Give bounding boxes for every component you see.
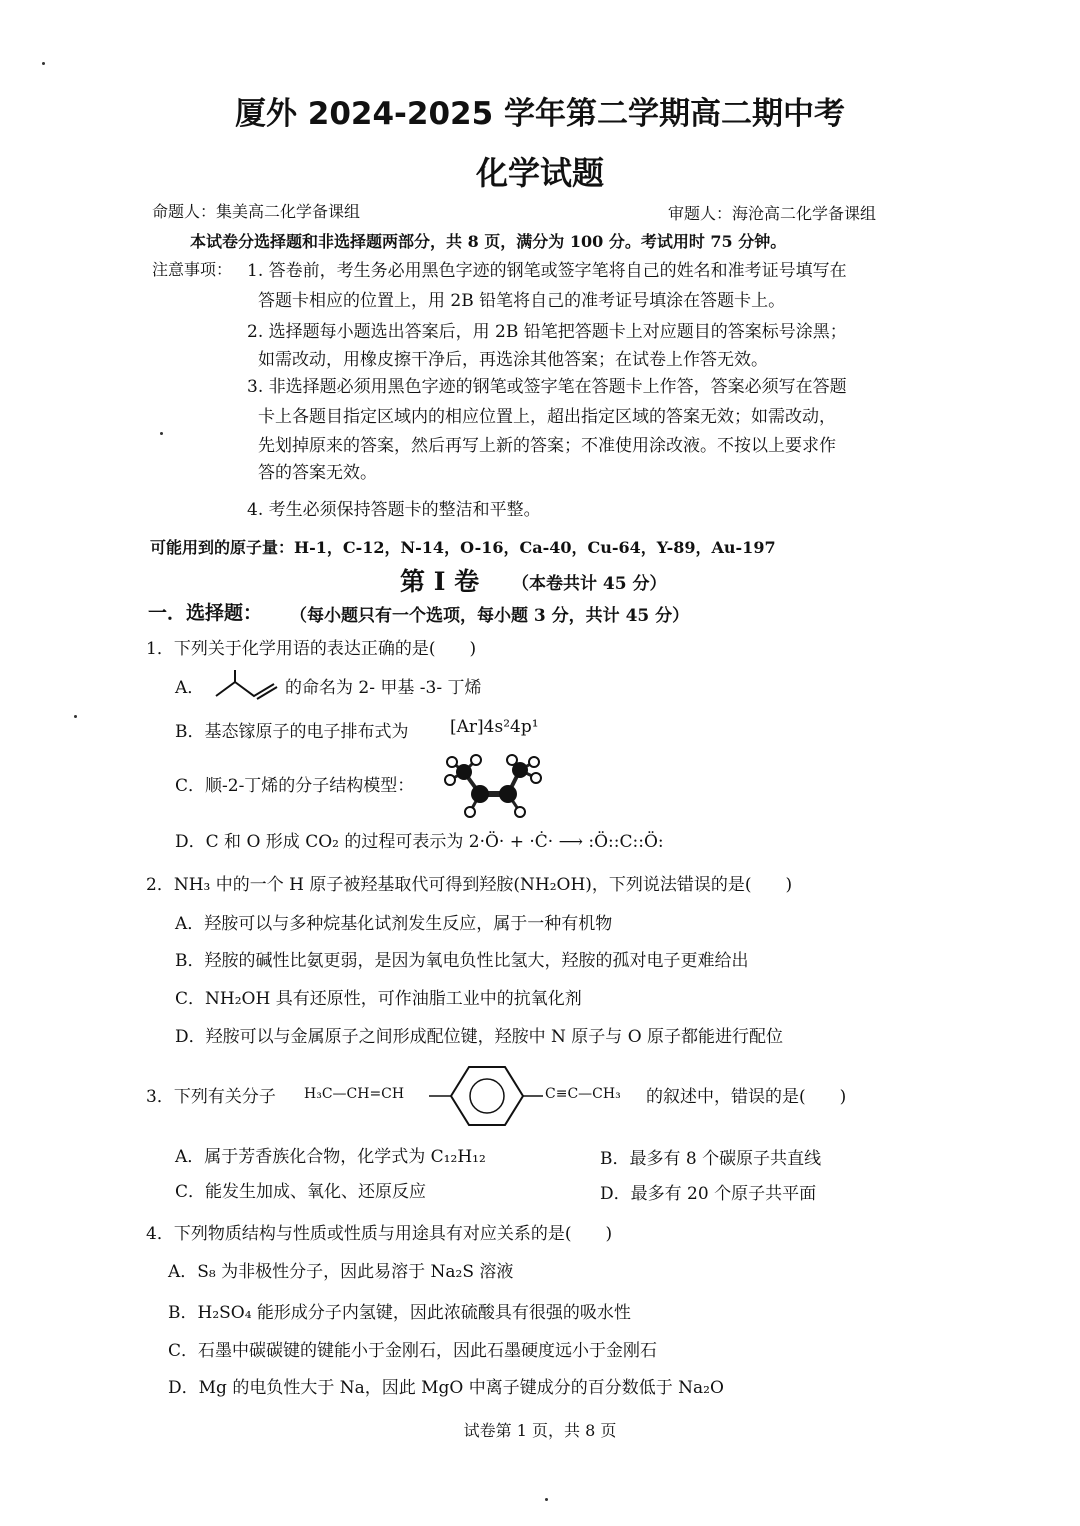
question-1-stem: 1．下列关于化学用语的表达正确的是( ) bbox=[146, 639, 477, 659]
q3-option: B．最多有 8 个碳原子共直线 bbox=[600, 1149, 822, 1169]
note-line: 答题卡相应的位置上，用 2B 铅笔将自己的准考证号填涂在答题卡上。 bbox=[258, 291, 786, 311]
note-line: 1. 答卷前，考生务必用黑色字迹的钢笔或签字笔将自己的姓名和准考证号填写在 bbox=[247, 261, 847, 281]
q3-option: A．属于芳香族化合物，化学式为 C₁₂H₁₂ bbox=[175, 1147, 486, 1167]
part-note: （本卷共计 45 分） bbox=[512, 574, 667, 594]
page-footer: 试卷第 1 页，共 8 页 bbox=[463, 1421, 617, 1440]
exam-summary: 本试卷分选择题和非选择题两部分，共 8 页，满分为 100 分。考试用时 75 分钟。 bbox=[190, 232, 787, 251]
question-4-stem: 4．下列物质结构与性质或性质与用途具有对应关系的是( ) bbox=[146, 1224, 613, 1244]
note-line: 4. 考生必须保持答题卡的整洁和平整。 bbox=[247, 500, 541, 520]
note-line: 3. 非选择题必须用黑色字迹的钢笔或签字笔在答题卡上作答，答案必须写在答题 bbox=[247, 377, 847, 397]
author-label: 命题人：集美高二化学备课组 bbox=[152, 202, 361, 221]
scan-speck bbox=[160, 432, 163, 435]
scan-speck bbox=[74, 715, 77, 718]
q1-option-c-text: C．顺-2-丁烯的分子结构模型： bbox=[175, 776, 415, 796]
note-line: 卡上各题目指定区域内的相应位置上，超出指定区域的答案无效；如需改动， bbox=[258, 407, 836, 427]
q3-option: C．能发生加成、氧化、还原反应 bbox=[175, 1182, 427, 1202]
q2-option: D．羟胺可以与金属原子之间形成配位键，羟胺中 N 原子与 O 原子都能进行配位 bbox=[175, 1027, 784, 1047]
q1-option-b-formula: [Ar]4s²4p¹ bbox=[450, 717, 539, 737]
scan-speck bbox=[42, 62, 45, 65]
section-title: 一．选择题： bbox=[148, 602, 263, 624]
q3-molecule-left: H₃C—CH=CH bbox=[304, 1086, 405, 1102]
note-line: 先划掉原来的答案，然后再写上新的答案；不准使用涂改液。不按以上要求作 bbox=[258, 436, 836, 456]
q1-option-a-prefix: A． bbox=[175, 678, 205, 698]
q1-option-a-text: 的命名为 2- 甲基 -3- 丁烯 bbox=[285, 678, 482, 698]
q1-option-b-text: B．基态镓原子的电子排布式为 bbox=[175, 722, 409, 742]
atomic-masses: 可能用到的原子量：H-1，C-12，N-14，O-16，Ca-40，Cu-64，Y-89，Au-197 bbox=[150, 538, 776, 557]
notes-label: 注意事项： bbox=[152, 260, 233, 279]
benzene-ring-icon bbox=[427, 1061, 547, 1131]
q3-molecule-right: C≡C—CH₃ bbox=[545, 1086, 621, 1102]
q4-option: B．H₂SO₄ 能形成分子内氢键，因此浓硫酸具有很强的吸水性 bbox=[168, 1303, 631, 1323]
question-2-stem: 2．NH₃ 中的一个 H 原子被羟基取代可得到羟胺(NH₂OH)，下列说法错误的是( ) bbox=[146, 875, 793, 895]
q4-option: C．石墨中碳碳键的键能小于金刚石，因此石墨硬度远小于金刚石 bbox=[168, 1341, 658, 1361]
note-line: 答的答案无效。 bbox=[258, 463, 377, 483]
ball-stick-model-icon bbox=[440, 752, 550, 820]
scan-speck bbox=[545, 1498, 548, 1501]
q2-option: A．羟胺可以与多种烷基化试剂发生反应，属于一种有机物 bbox=[175, 914, 613, 934]
section-note: （每小题只有一个选项，每小题 3 分，共计 45 分） bbox=[290, 606, 690, 626]
q4-option: D．Mg 的电负性大于 Na，因此 MgO 中离子键成分的百分数低于 Na₂O bbox=[168, 1378, 724, 1398]
q4-option: A．S₈ 为非极性分子，因此易溶于 Na₂S 溶液 bbox=[168, 1262, 514, 1282]
question-3-stem-prefix: 3．下列有关分子 bbox=[146, 1087, 276, 1107]
q1-option-d-text: D．C 和 O 形成 CO₂ 的过程可表示为 2·Ö· + ·Ċ· ⟶ :Ö::C::Ö: bbox=[175, 832, 664, 852]
note-line: 2. 选择题每小题选出答案后，用 2B 铅笔把答题卡上对应题目的答案标号涂黑； bbox=[247, 322, 847, 342]
exam-title: 厦外 2024-2025 学年第二学期高二期中考 bbox=[234, 96, 845, 132]
q3-option: D．最多有 20 个原子共平面 bbox=[600, 1184, 817, 1204]
skeletal-formula-icon bbox=[214, 668, 284, 702]
q2-option: C．NH₂OH 具有还原性，可作油脂工业中的抗氧化剂 bbox=[175, 989, 582, 1009]
part-title: 第 I 卷 bbox=[400, 567, 480, 596]
subject-title: 化学试题 bbox=[475, 154, 604, 192]
reviewer-label: 审题人：海沧高二化学备课组 bbox=[668, 204, 877, 223]
note-line: 如需改动，用橡皮擦干净后，再选涂其他答案；在试卷上作答无效。 bbox=[258, 350, 768, 370]
question-3-stem-suffix: 的叙述中，错误的是( ) bbox=[646, 1087, 847, 1107]
q2-option: B．羟胺的碱性比氨更弱，是因为氧电负性比氢大，羟胺的孤对电子更难给出 bbox=[175, 951, 749, 971]
